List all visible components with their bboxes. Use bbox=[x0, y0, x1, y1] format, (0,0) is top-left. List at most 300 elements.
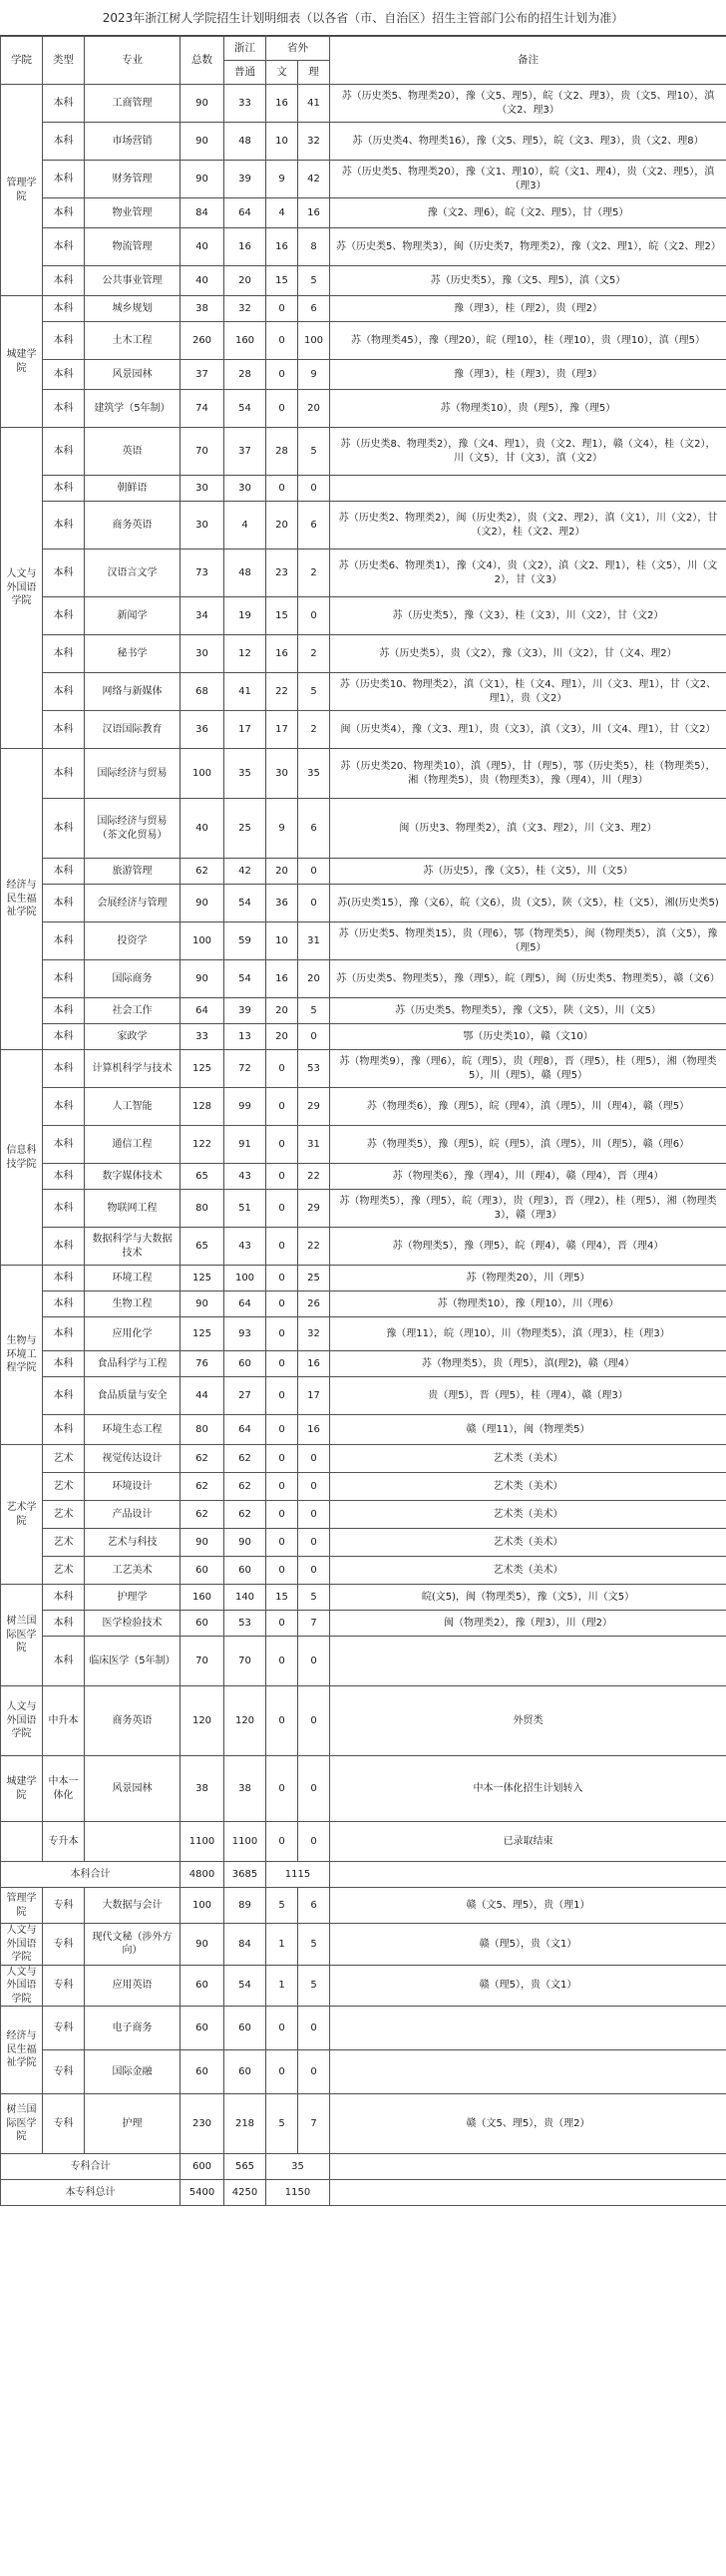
major-cell: 电子商务 bbox=[85, 2007, 181, 2050]
notes-cell: 苏（历史类2、物理类2），闽（历史类2），贵（文2、理2），滇（文1），川（文2），甘（文2），桂（文2、理2） bbox=[330, 502, 726, 550]
type-cell: 艺术 bbox=[43, 1473, 85, 1501]
science-cell: 32 bbox=[298, 1317, 330, 1351]
type-cell: 本科 bbox=[43, 799, 85, 859]
arts-cell: 16 bbox=[266, 960, 298, 998]
science-cell: 42 bbox=[298, 161, 330, 198]
notes-cell: 苏（历史类5），豫（文5、理5），滇（文5） bbox=[330, 266, 726, 296]
general-cell: 32 bbox=[224, 296, 266, 322]
table-row bbox=[1, 550, 726, 597]
total-cell: 38 bbox=[181, 296, 224, 322]
table-row bbox=[1, 296, 726, 322]
total-cell: 128 bbox=[181, 1088, 224, 1126]
major-cell: 土木工程 bbox=[85, 322, 181, 360]
science-cell: 0 bbox=[298, 2050, 330, 2094]
science-cell: 5 bbox=[298, 673, 330, 711]
notes-cell: 赣（理5），贵（文1） bbox=[330, 1965, 726, 2007]
total-cell: 80 bbox=[181, 1190, 224, 1228]
general-cell: 37 bbox=[224, 428, 266, 476]
arts-cell: 5 bbox=[266, 1888, 298, 1924]
type-cell: 本科 bbox=[43, 922, 85, 960]
notes-cell: 苏（历史类5、物理类5），豫（理5），皖（理5），闽（历史类5、物理类5），赣（文6） bbox=[330, 960, 726, 998]
total-cell: 34 bbox=[181, 597, 224, 635]
science-cell: 29 bbox=[298, 1088, 330, 1126]
total-cell: 90 bbox=[181, 123, 224, 161]
science-cell: 2 bbox=[298, 550, 330, 597]
notes-cell bbox=[330, 2007, 726, 2050]
science-cell: 100 bbox=[298, 322, 330, 360]
notes-cell: 鄂（历史类10），赣（文10） bbox=[330, 1024, 726, 1050]
major-cell: 风景园林 bbox=[85, 1756, 181, 1822]
table-row bbox=[1, 711, 726, 749]
major-cell: 旅游管理 bbox=[85, 859, 181, 885]
science-cell: 29 bbox=[298, 1190, 330, 1228]
major-cell: 应用化学 bbox=[85, 1317, 181, 1351]
major-cell: 数据科学与大数据技术 bbox=[85, 1228, 181, 1266]
total-cell: 125 bbox=[181, 1317, 224, 1351]
arts-cell: 0 bbox=[266, 1228, 298, 1266]
arts-cell: 1 bbox=[266, 1924, 298, 1966]
general-cell: 30 bbox=[224, 476, 266, 502]
table-row bbox=[1, 1585, 726, 1611]
major-cell: 现代文秘（涉外方向） bbox=[85, 1924, 181, 1966]
notes-cell: 闽（历史3、物理类2），滇（文3、理2），川（文3、理2） bbox=[330, 799, 726, 859]
total-cell: 230 bbox=[181, 2094, 224, 2154]
science-cell: 0 bbox=[298, 1501, 330, 1529]
general-cell: 48 bbox=[224, 123, 266, 161]
type-cell: 本科 bbox=[43, 885, 85, 922]
science-cell: 5 bbox=[298, 428, 330, 476]
arts-cell: 36 bbox=[266, 885, 298, 922]
arts-cell: 20 bbox=[266, 859, 298, 885]
total-outside: 35 bbox=[266, 2154, 330, 2180]
total-cell: 60 bbox=[181, 2050, 224, 2094]
notes-cell: 苏（物理类5），豫（理5），皖（理3），贵（理3），晋（理2），桂（理5），湘（物理类3），赣（理3） bbox=[330, 1190, 726, 1228]
notes-cell: 贵（理5），晋（理5），桂（理4），赣（理3） bbox=[330, 1377, 726, 1415]
general-cell: 48 bbox=[224, 550, 266, 597]
arts-cell: 0 bbox=[266, 360, 298, 390]
major-cell: 国际金融 bbox=[85, 2050, 181, 2094]
general-cell: 64 bbox=[224, 1415, 266, 1445]
total-cell: 260 bbox=[181, 322, 224, 360]
science-cell: 2 bbox=[298, 635, 330, 673]
science-cell: 0 bbox=[298, 2007, 330, 2050]
type-cell: 专科 bbox=[43, 1924, 85, 1966]
major-cell: 食品科学与工程 bbox=[85, 1351, 181, 1377]
science-cell: 31 bbox=[298, 1126, 330, 1164]
type-cell: 本科 bbox=[43, 960, 85, 998]
major-cell: 国际商务 bbox=[85, 960, 181, 998]
notes-cell: 豫（理3），桂（理3），贵（理3） bbox=[330, 360, 726, 390]
total-general: 4250 bbox=[224, 2180, 266, 2206]
notes-cell: 苏（历史类5、物理类3），闽（历史类7，物理类2），豫（文2、理1），皖（文2、理2） bbox=[330, 228, 726, 266]
major-cell: 环境工程 bbox=[85, 1266, 181, 1291]
arts-cell: 9 bbox=[266, 799, 298, 859]
arts-cell: 28 bbox=[266, 428, 298, 476]
notes-cell: 苏（历史类8、物理类2），豫（文4、理1），贵（文2、理1），赣（文4），桂（文2），川（文5），甘（文3），滇（文2） bbox=[330, 428, 726, 476]
science-cell: 0 bbox=[298, 597, 330, 635]
table-row bbox=[1, 2050, 726, 2094]
general-cell: 160 bbox=[224, 322, 266, 360]
science-cell: 5 bbox=[298, 998, 330, 1024]
total-cell: 38 bbox=[181, 1756, 224, 1822]
table-row bbox=[1, 1686, 726, 1756]
major-cell: 食品质量与安全 bbox=[85, 1377, 181, 1415]
arts-cell: 22 bbox=[266, 673, 298, 711]
type-cell: 本科 bbox=[43, 550, 85, 597]
header-outside: 省外 bbox=[266, 37, 330, 61]
total-cell: 84 bbox=[181, 198, 224, 228]
total-cell: 60 bbox=[181, 1965, 224, 2007]
type-cell: 专科 bbox=[43, 1888, 85, 1924]
total-cell: 40 bbox=[181, 228, 224, 266]
header-major: 专业 bbox=[85, 37, 181, 85]
notes-cell: 赣（理11），闽（物理类5） bbox=[330, 1415, 726, 1445]
total-cell: 100 bbox=[181, 922, 224, 960]
table-row bbox=[1, 597, 726, 635]
arts-cell: 20 bbox=[266, 1024, 298, 1050]
notes-cell: 豫（文2、理6），皖（文2、理5），甘（理5） bbox=[330, 198, 726, 228]
total-row bbox=[1, 1862, 726, 1888]
type-cell: 专升本 bbox=[43, 1822, 85, 1862]
major-cell: 风景园林 bbox=[85, 360, 181, 390]
notes-cell: 苏（物理类6），豫（理5），皖（理4），滇（理5），川（理4），赣（理5） bbox=[330, 1088, 726, 1126]
general-cell: 60 bbox=[224, 1351, 266, 1377]
notes-cell: 皖(文5)，闽（物理类5），豫（文5），川（文5） bbox=[330, 1585, 726, 1611]
total-general: 3685 bbox=[224, 1862, 266, 1888]
general-cell: 100 bbox=[224, 1266, 266, 1291]
science-cell: 5 bbox=[298, 1585, 330, 1611]
type-cell: 本科 bbox=[43, 228, 85, 266]
arts-cell: 15 bbox=[266, 266, 298, 296]
science-cell: 20 bbox=[298, 960, 330, 998]
arts-cell: 0 bbox=[266, 2050, 298, 2094]
general-cell: 42 bbox=[224, 859, 266, 885]
college-name: 管理学院 bbox=[1, 1888, 43, 1924]
table-row bbox=[1, 1266, 726, 1291]
college-name: 经济与民生福祉学院 bbox=[1, 749, 43, 1050]
type-cell: 本科 bbox=[43, 711, 85, 749]
arts-cell: 0 bbox=[266, 1377, 298, 1415]
science-cell: 0 bbox=[298, 1473, 330, 1501]
table-row bbox=[1, 1888, 726, 1924]
general-cell: 120 bbox=[224, 1686, 266, 1756]
total-general: 565 bbox=[224, 2154, 266, 2180]
total-sum: 5400 bbox=[181, 2180, 224, 2206]
total-cell: 90 bbox=[181, 85, 224, 123]
notes-cell: 苏（历史类4、物理类16），豫（文5、理5），皖（文3、理3），贵（文2、理8） bbox=[330, 123, 726, 161]
arts-cell: 0 bbox=[266, 1291, 298, 1317]
general-cell: 84 bbox=[224, 1924, 266, 1966]
notes-cell: 艺术类（美术） bbox=[330, 1501, 726, 1529]
type-cell: 本科 bbox=[43, 502, 85, 550]
type-cell: 本科 bbox=[43, 322, 85, 360]
general-cell: 19 bbox=[224, 597, 266, 635]
science-cell: 25 bbox=[298, 1266, 330, 1291]
total-cell: 90 bbox=[181, 885, 224, 922]
general-cell: 33 bbox=[224, 85, 266, 123]
arts-cell: 0 bbox=[266, 1445, 298, 1473]
table-row bbox=[1, 1557, 726, 1585]
total-cell: 68 bbox=[181, 673, 224, 711]
major-cell: 汉语国际教育 bbox=[85, 711, 181, 749]
major-cell: 工艺美术 bbox=[85, 1557, 181, 1585]
major-cell: 城乡规划 bbox=[85, 296, 181, 322]
total-cell: 70 bbox=[181, 1637, 224, 1686]
arts-cell: 0 bbox=[266, 1473, 298, 1501]
science-cell: 7 bbox=[298, 1611, 330, 1637]
notes-cell: 已录取结束 bbox=[330, 1822, 726, 1862]
arts-cell: 15 bbox=[266, 1585, 298, 1611]
total-notes bbox=[330, 2154, 726, 2180]
major-cell: 秘书学 bbox=[85, 635, 181, 673]
type-cell: 本科 bbox=[43, 1024, 85, 1050]
arts-cell: 0 bbox=[266, 1637, 298, 1686]
header-total: 总数 bbox=[181, 37, 224, 85]
type-cell: 本科 bbox=[43, 266, 85, 296]
arts-cell: 0 bbox=[266, 1190, 298, 1228]
science-cell: 0 bbox=[298, 1557, 330, 1585]
arts-cell: 4 bbox=[266, 198, 298, 228]
total-cell: 40 bbox=[181, 799, 224, 859]
notes-cell: 苏（历史类5），贵（文2），豫（文3），川（文2），甘（文4、理2） bbox=[330, 635, 726, 673]
major-cell: 社会工作 bbox=[85, 998, 181, 1024]
science-cell: 6 bbox=[298, 296, 330, 322]
total-cell: 60 bbox=[181, 1557, 224, 1585]
total-cell: 44 bbox=[181, 1377, 224, 1415]
total-cell: 122 bbox=[181, 1126, 224, 1164]
total-row bbox=[1, 2180, 726, 2206]
major-cell bbox=[85, 1822, 181, 1862]
table-row bbox=[1, 502, 726, 550]
type-cell: 本科 bbox=[43, 597, 85, 635]
type-cell: 本科 bbox=[43, 428, 85, 476]
total-cell: 120 bbox=[181, 1686, 224, 1756]
table-row bbox=[1, 322, 726, 360]
total-sum: 4800 bbox=[181, 1862, 224, 1888]
science-cell: 0 bbox=[298, 1445, 330, 1473]
science-cell: 7 bbox=[298, 2094, 330, 2154]
general-cell: 70 bbox=[224, 1637, 266, 1686]
type-cell: 本科 bbox=[43, 1266, 85, 1291]
arts-cell: 10 bbox=[266, 123, 298, 161]
table-row bbox=[1, 1050, 726, 1088]
notes-cell: 苏（物理类9），豫（理6），皖（理5），贵（理8），晋（理5），桂（理5），湘（物理类5），川（理5），赣（理5） bbox=[330, 1050, 726, 1088]
table-row bbox=[1, 1164, 726, 1190]
college-name bbox=[1, 1822, 43, 1862]
type-cell: 中升本 bbox=[43, 1686, 85, 1756]
total-cell: 70 bbox=[181, 428, 224, 476]
notes-cell: 赣（文5、理5），贵（理1） bbox=[330, 1888, 726, 1924]
table-row bbox=[1, 428, 726, 476]
major-cell: 工商管理 bbox=[85, 85, 181, 123]
major-cell: 公共事业管理 bbox=[85, 266, 181, 296]
table-row bbox=[1, 2094, 726, 2154]
major-cell: 国际经济与贸易 bbox=[85, 749, 181, 799]
general-cell: 1100 bbox=[224, 1822, 266, 1862]
total-cell: 60 bbox=[181, 1611, 224, 1637]
major-cell: 国际经济与贸易（茶文化贸易） bbox=[85, 799, 181, 859]
type-cell: 本科 bbox=[43, 1190, 85, 1228]
table-row bbox=[1, 859, 726, 885]
major-cell: 环境设计 bbox=[85, 1473, 181, 1501]
type-cell: 本科 bbox=[43, 1291, 85, 1317]
type-cell: 专科 bbox=[43, 2050, 85, 2094]
table-row bbox=[1, 998, 726, 1024]
total-cell: 65 bbox=[181, 1228, 224, 1266]
total-sum: 600 bbox=[181, 2154, 224, 2180]
science-cell: 53 bbox=[298, 1050, 330, 1088]
table-row bbox=[1, 1088, 726, 1126]
total-cell: 125 bbox=[181, 1050, 224, 1088]
type-cell: 本科 bbox=[43, 1415, 85, 1445]
general-cell: 60 bbox=[224, 2007, 266, 2050]
general-cell: 17 bbox=[224, 711, 266, 749]
science-cell: 20 bbox=[298, 390, 330, 428]
arts-cell: 1 bbox=[266, 1965, 298, 2007]
total-cell: 33 bbox=[181, 1024, 224, 1050]
type-cell: 本科 bbox=[43, 1637, 85, 1686]
notes-cell: 闽（物理类2），豫（理3），川（理2） bbox=[330, 1611, 726, 1637]
general-cell: 4 bbox=[224, 502, 266, 550]
college-name: 树兰国际医学院 bbox=[1, 2094, 43, 2154]
science-cell: 41 bbox=[298, 85, 330, 123]
general-cell: 218 bbox=[224, 2094, 266, 2154]
major-cell: 商务英语 bbox=[85, 1686, 181, 1756]
notes-cell: 赣（理5），贵（文1） bbox=[330, 1924, 726, 1966]
table-row bbox=[1, 885, 726, 922]
header-college: 学院 bbox=[1, 37, 43, 85]
science-cell: 26 bbox=[298, 1291, 330, 1317]
major-cell: 产品设计 bbox=[85, 1501, 181, 1529]
type-cell: 本科 bbox=[43, 998, 85, 1024]
science-cell: 6 bbox=[298, 799, 330, 859]
type-cell: 专科 bbox=[43, 1965, 85, 2007]
table-row bbox=[1, 1965, 726, 2007]
total-row bbox=[1, 2154, 726, 2180]
arts-cell: 0 bbox=[266, 1756, 298, 1822]
science-cell: 0 bbox=[298, 1756, 330, 1822]
general-cell: 35 bbox=[224, 749, 266, 799]
college-name: 人文与外国语学院 bbox=[1, 1965, 43, 2007]
table-row bbox=[1, 476, 726, 502]
arts-cell: 0 bbox=[266, 1822, 298, 1862]
total-cell: 90 bbox=[181, 1924, 224, 1966]
notes-cell: 苏（物理类10），贵（理5），豫（理5） bbox=[330, 390, 726, 428]
notes-cell: 豫（理11），皖（理10），川（物理类5），滇（理3），桂（理3） bbox=[330, 1317, 726, 1351]
page-title: 2023年浙江树人学院招生计划明细表（以各省（市、自治区）招生主管部门公布的招生计划为准） bbox=[0, 0, 726, 36]
type-cell: 本科 bbox=[43, 1126, 85, 1164]
type-cell: 本科 bbox=[43, 1585, 85, 1611]
type-cell: 艺术 bbox=[43, 1557, 85, 1585]
notes-cell: 苏（物理类5），豫（理5），皖（理5），滇（理5），川（理5），赣（理6） bbox=[330, 1126, 726, 1164]
arts-cell: 0 bbox=[266, 1686, 298, 1756]
science-cell: 31 bbox=[298, 922, 330, 960]
science-cell: 0 bbox=[298, 1822, 330, 1862]
science-cell: 0 bbox=[298, 1637, 330, 1686]
total-notes bbox=[330, 2180, 726, 2206]
science-cell: 0 bbox=[298, 1529, 330, 1557]
type-cell: 本科 bbox=[43, 635, 85, 673]
total-cell: 36 bbox=[181, 711, 224, 749]
table-row bbox=[1, 1637, 726, 1686]
general-cell: 89 bbox=[224, 1888, 266, 1924]
table-row bbox=[1, 673, 726, 711]
arts-cell: 15 bbox=[266, 597, 298, 635]
college-name: 管理学院 bbox=[1, 85, 43, 296]
enrollment-plan-table bbox=[0, 36, 726, 2206]
major-cell: 视觉传达设计 bbox=[85, 1445, 181, 1473]
major-cell: 应用英语 bbox=[85, 1965, 181, 2007]
header-arts: 文 bbox=[266, 61, 298, 85]
notes-cell: 闽（历史类4），豫（文3、理1），贵（文3），滇（文3），川（文4、理1），甘（文2） bbox=[330, 711, 726, 749]
table-row bbox=[1, 360, 726, 390]
total-cell: 100 bbox=[181, 1888, 224, 1924]
arts-cell: 0 bbox=[266, 2007, 298, 2050]
total-outside: 1115 bbox=[266, 1862, 330, 1888]
arts-cell: 0 bbox=[266, 1317, 298, 1351]
general-cell: 60 bbox=[224, 2050, 266, 2094]
major-cell: 临床医学（5年制） bbox=[85, 1637, 181, 1686]
arts-cell: 16 bbox=[266, 85, 298, 123]
science-cell: 22 bbox=[298, 1164, 330, 1190]
total-notes bbox=[330, 1862, 726, 1888]
science-cell: 0 bbox=[298, 859, 330, 885]
table-row bbox=[1, 1377, 726, 1415]
notes-cell: 苏（历史类5、物理类15），贵（理6），鄂（物理类5），闽（物理类5），滇（文5），豫（理5） bbox=[330, 922, 726, 960]
major-cell: 新闻学 bbox=[85, 597, 181, 635]
arts-cell: 0 bbox=[266, 390, 298, 428]
science-cell: 6 bbox=[298, 502, 330, 550]
arts-cell: 17 bbox=[266, 711, 298, 749]
total-cell: 62 bbox=[181, 1473, 224, 1501]
science-cell: 16 bbox=[298, 198, 330, 228]
science-cell: 22 bbox=[298, 1228, 330, 1266]
major-cell: 通信工程 bbox=[85, 1126, 181, 1164]
major-cell: 物业管理 bbox=[85, 198, 181, 228]
notes-cell: 苏（物理类6），豫（理4），川（理4），赣（理4），晋（理4） bbox=[330, 1164, 726, 1190]
arts-cell: 0 bbox=[266, 1164, 298, 1190]
total-cell: 30 bbox=[181, 476, 224, 502]
arts-cell: 20 bbox=[266, 998, 298, 1024]
college-name: 信息科技学院 bbox=[1, 1050, 43, 1266]
general-cell: 16 bbox=[224, 228, 266, 266]
notes-cell: 苏（物理类5），豫（理5），皖（理4），赣（理4），晋（理4） bbox=[330, 1228, 726, 1266]
major-cell: 财务管理 bbox=[85, 161, 181, 198]
total-cell: 37 bbox=[181, 360, 224, 390]
total-cell: 125 bbox=[181, 1266, 224, 1291]
major-cell: 家政学 bbox=[85, 1024, 181, 1050]
total-cell: 160 bbox=[181, 1585, 224, 1611]
header-science: 理 bbox=[298, 61, 330, 85]
science-cell: 16 bbox=[298, 1415, 330, 1445]
notes-cell: 豫（理3），桂（理2），贵（理2） bbox=[330, 296, 726, 322]
general-cell: 54 bbox=[224, 885, 266, 922]
notes-cell: 苏（历史类5、物理类20），豫（文5、理5），皖（文2、理3），贵（文5、理10），滇（文2、理3） bbox=[330, 85, 726, 123]
college-name: 树兰国际医学院 bbox=[1, 1585, 43, 1686]
notes-cell: 苏（历史类5），豫（文3），桂（文3），川（文2），甘（文2） bbox=[330, 597, 726, 635]
major-cell: 数字媒体技术 bbox=[85, 1164, 181, 1190]
general-cell: 12 bbox=[224, 635, 266, 673]
major-cell: 大数据与会计 bbox=[85, 1888, 181, 1924]
general-cell: 99 bbox=[224, 1088, 266, 1126]
notes-cell: 苏(历史类15），豫（文6），皖（文6），贵（文5），陕（文5），桂（文5），湘(历史类5) bbox=[330, 885, 726, 922]
total-cell: 100 bbox=[181, 749, 224, 799]
type-cell: 本科 bbox=[43, 296, 85, 322]
table-row bbox=[1, 1529, 726, 1557]
general-cell: 64 bbox=[224, 1291, 266, 1317]
major-cell: 网络与新媒体 bbox=[85, 673, 181, 711]
notes-cell: 苏（物理类45），豫（理20），皖（理10），桂（理10），贵（理10），滇（理5） bbox=[330, 322, 726, 360]
